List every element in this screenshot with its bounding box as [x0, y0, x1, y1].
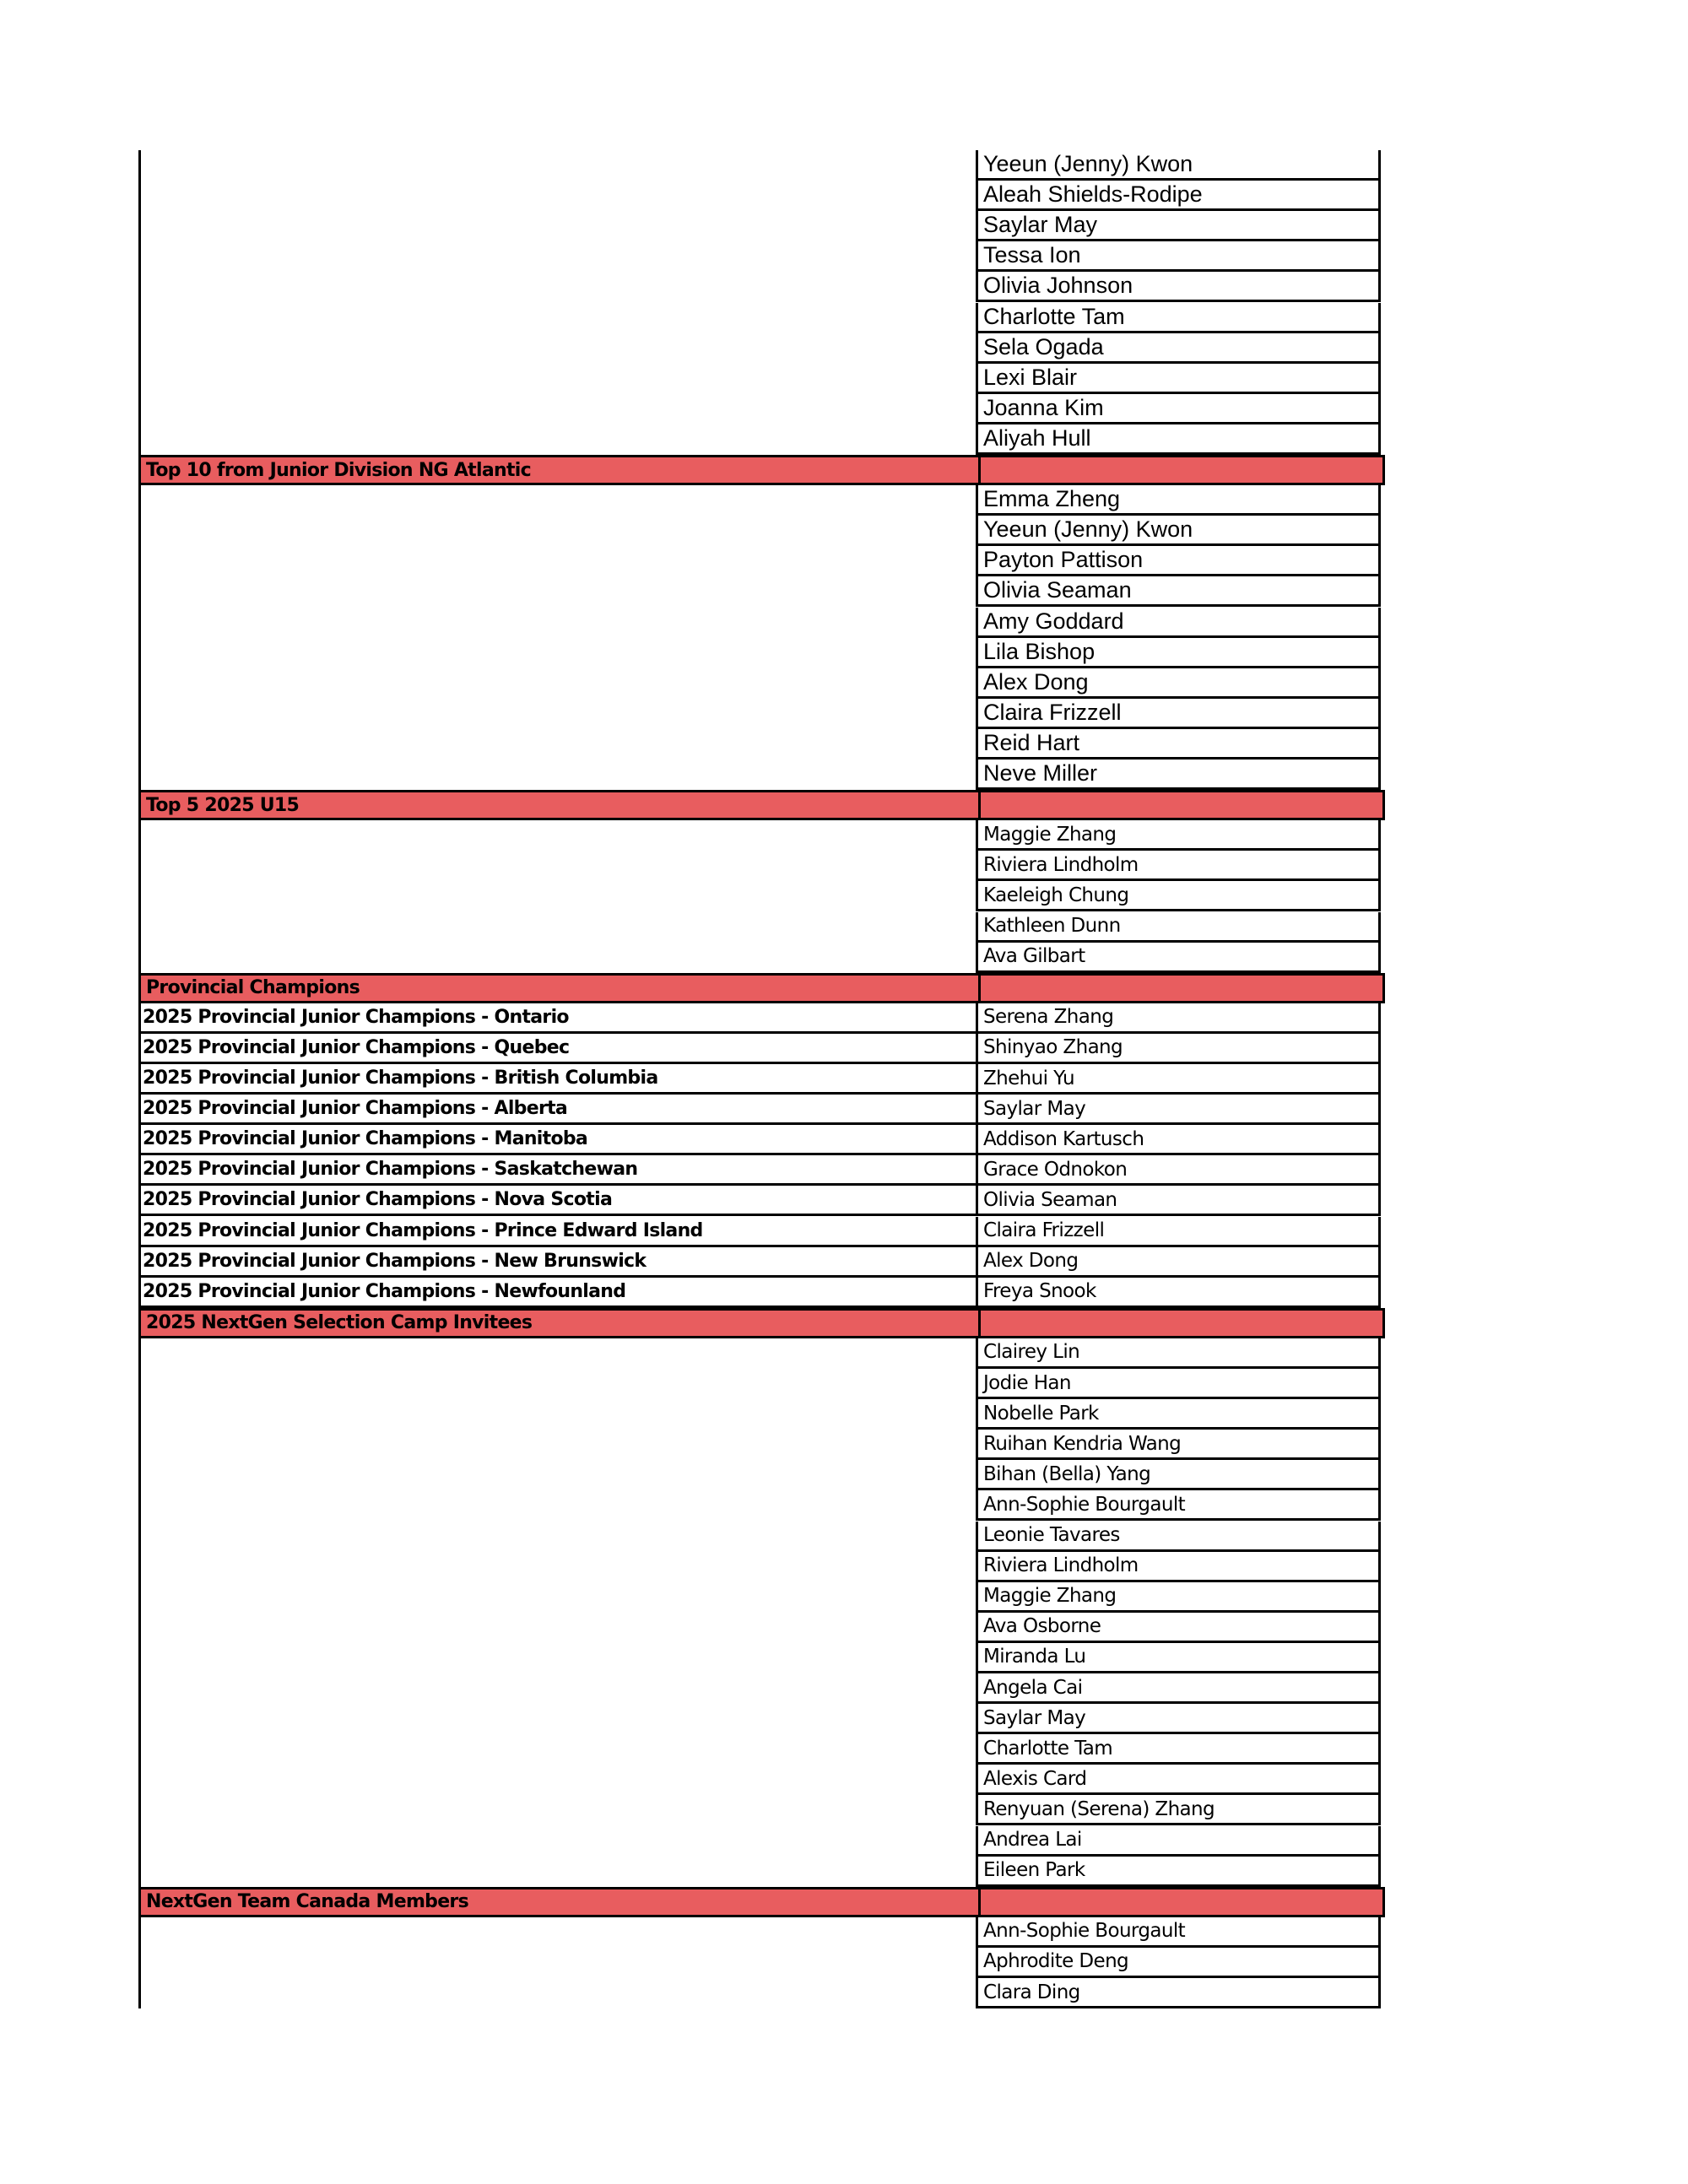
table-row	[138, 1857, 1385, 1887]
athlete-name-cell[interactable]: Yeeun (Jenny) Kwon	[976, 150, 1381, 181]
athlete-name-cell[interactable]: Ann-Sophie Bourgault	[976, 1917, 1381, 1948]
section-title: Top 10 from Junior Division NG Atlantic	[146, 459, 531, 481]
table-row	[138, 181, 1385, 211]
table-row	[138, 1826, 1385, 1857]
table-row	[138, 272, 1385, 302]
table-row	[138, 364, 1385, 394]
table-row	[138, 1460, 1385, 1490]
athlete-name-cell[interactable]: Shinyao Zhang	[976, 1034, 1381, 1064]
section-header-row	[138, 973, 1385, 1003]
table-row	[138, 1978, 1385, 2008]
table-row	[138, 1003, 1385, 1034]
table-row	[138, 1522, 1385, 1552]
athlete-name-cell[interactable]: Lila Bishop	[976, 638, 1381, 668]
table-row	[138, 1734, 1385, 1765]
column-divider	[978, 1311, 981, 1336]
table-row	[138, 1582, 1385, 1613]
athlete-name-cell[interactable]: Amy Goddard	[976, 608, 1381, 638]
athlete-name-cell[interactable]: Nobelle Park	[976, 1399, 1381, 1430]
athlete-name-cell[interactable]: Ruihan Kendria Wang	[976, 1430, 1381, 1460]
table-row	[138, 1034, 1385, 1064]
table-row	[138, 1917, 1385, 1948]
table-row	[138, 608, 1385, 638]
athlete-name-cell[interactable]: Renyuan (Serena) Zhang	[976, 1795, 1381, 1825]
athlete-name-cell[interactable]: Jodie Han	[976, 1369, 1381, 1399]
table-row	[138, 1186, 1385, 1216]
athlete-name-cell[interactable]: Olivia Seaman	[976, 1186, 1381, 1216]
section-header-fill	[138, 1311, 1385, 1336]
table-row	[138, 1338, 1385, 1369]
athlete-name-cell[interactable]: Kaeleigh Chung	[976, 881, 1381, 911]
table-row	[138, 760, 1385, 790]
athlete-name-cell[interactable]: Eileen Park	[976, 1857, 1381, 1887]
athlete-name-cell[interactable]: Saylar May	[976, 1095, 1381, 1125]
table-row	[138, 943, 1385, 973]
athlete-name-cell[interactable]: Kathleen Dunn	[976, 912, 1381, 943]
athlete-name-cell[interactable]: Sela Ogada	[976, 333, 1381, 364]
athlete-name-cell[interactable]: Payton Pattison	[976, 546, 1381, 576]
table-row	[138, 699, 1385, 729]
athlete-name-cell[interactable]: Claira Frizzell	[976, 1217, 1381, 1247]
athlete-name-cell[interactable]: Aphrodite Deng	[976, 1948, 1381, 1978]
athlete-name-cell[interactable]: Charlotte Tam	[976, 1734, 1381, 1765]
table-row	[138, 333, 1385, 364]
athlete-name-cell[interactable]: Joanna Kim	[976, 394, 1381, 424]
table-row	[138, 1095, 1385, 1125]
table-row	[138, 1643, 1385, 1673]
athlete-name-cell[interactable]: Ann-Sophie Bourgault	[976, 1490, 1381, 1521]
athlete-name-cell[interactable]: Bihan (Bella) Yang	[976, 1460, 1381, 1490]
category-cell[interactable]: 2025 Provincial Junior Champions - British Columbia	[138, 1064, 976, 1095]
section-header-row	[138, 455, 1385, 485]
column-divider	[978, 1889, 981, 1915]
athlete-name-cell[interactable]: Zhehui Yu	[976, 1064, 1381, 1095]
athlete-name-cell[interactable]: Olivia Johnson	[976, 272, 1381, 302]
category-cell[interactable]: 2025 Provincial Junior Champions - Alberta	[138, 1095, 976, 1125]
athlete-name-cell[interactable]: Maggie Zhang	[976, 820, 1381, 851]
category-cell[interactable]: 2025 Provincial Junior Champions - Quebec	[138, 1034, 976, 1064]
section-title: NextGen Team Canada Members	[146, 1891, 468, 1913]
section-header-row	[138, 1308, 1385, 1338]
section-header-row	[138, 790, 1385, 820]
athlete-name-cell[interactable]: Alex Dong	[976, 668, 1381, 699]
athlete-name-cell[interactable]: Tessa Ion	[976, 241, 1381, 272]
athlete-name-cell[interactable]: Lexi Blair	[976, 364, 1381, 394]
athlete-name-cell[interactable]: Addison Kartusch	[976, 1125, 1381, 1155]
athlete-name-cell[interactable]: Saylar May	[976, 211, 1381, 241]
table-row	[138, 576, 1385, 607]
table-row	[138, 1125, 1385, 1155]
table-row	[138, 820, 1385, 851]
athlete-name-cell[interactable]: Freya Snook	[976, 1278, 1381, 1308]
table-row	[138, 1155, 1385, 1186]
column-divider	[978, 792, 981, 818]
athlete-name-cell[interactable]: Ava Gilbart	[976, 943, 1381, 973]
athlete-name-cell[interactable]: Olivia Seaman	[976, 576, 1381, 607]
table-row	[138, 1948, 1385, 1978]
section-header-fill	[138, 1889, 1385, 1915]
table-row	[138, 1613, 1385, 1643]
athlete-name-cell[interactable]: Leonie Tavares	[976, 1522, 1381, 1552]
athlete-name-cell[interactable]: Miranda Lu	[976, 1643, 1381, 1673]
section-header-fill	[138, 792, 1385, 818]
table-row	[138, 1247, 1385, 1278]
table-row	[138, 1795, 1385, 1825]
table-row	[138, 1490, 1385, 1521]
athlete-name-cell[interactable]: Serena Zhang	[976, 1003, 1381, 1034]
column-divider	[978, 457, 981, 483]
athlete-name-cell[interactable]: Andrea Lai	[976, 1826, 1381, 1857]
table-row	[138, 912, 1385, 943]
section-header-fill	[138, 457, 1385, 483]
athlete-name-cell[interactable]: Yeeun (Jenny) Kwon	[976, 516, 1381, 546]
table-row	[138, 1399, 1385, 1430]
category-cell[interactable]: 2025 Provincial Junior Champions - Manitoba	[138, 1125, 976, 1155]
athlete-name-cell[interactable]: Reid Hart	[976, 729, 1381, 760]
table-row	[138, 1673, 1385, 1704]
section-title: Top 5 2025 U15	[146, 794, 300, 816]
athlete-name-cell[interactable]: Alex Dong	[976, 1247, 1381, 1278]
athlete-name-cell[interactable]: Aleah Shields-Rodipe	[976, 181, 1381, 211]
section-title: 2025 NextGen Selection Camp Invitees	[146, 1312, 533, 1334]
table-row	[138, 424, 1385, 455]
athlete-name-cell[interactable]: Emma Zheng	[976, 485, 1381, 516]
table-row	[138, 241, 1385, 272]
table-row	[138, 851, 1385, 881]
section-header-row	[138, 1887, 1385, 1917]
category-cell[interactable]: 2025 Provincial Junior Champions - Prince Edward Island	[138, 1217, 976, 1247]
athlete-name-cell[interactable]: Saylar May	[976, 1704, 1381, 1734]
table-row	[138, 881, 1385, 911]
table-row	[138, 1278, 1385, 1308]
athlete-name-cell[interactable]: Alexis Card	[976, 1765, 1381, 1795]
table-row	[138, 394, 1385, 424]
table-row	[138, 668, 1385, 699]
section-title: Provincial Champions	[146, 977, 360, 999]
athlete-name-cell[interactable]: Aliyah Hull	[976, 424, 1381, 455]
table-row	[138, 1704, 1385, 1734]
table-row	[138, 485, 1385, 516]
table-row	[138, 303, 1385, 333]
athlete-name-cell[interactable]: Ava Osborne	[976, 1613, 1381, 1643]
category-cell[interactable]: 2025 Provincial Junior Champions - Newfounland	[138, 1278, 976, 1308]
table-row	[138, 1552, 1385, 1582]
column-divider	[978, 976, 981, 1001]
athlete-name-cell[interactable]: Riviera Lindholm	[976, 1552, 1381, 1582]
table-row	[138, 638, 1385, 668]
category-cell[interactable]: 2025 Provincial Junior Champions - Ontario	[138, 1003, 976, 1034]
table-row	[138, 546, 1385, 576]
athlete-name-cell[interactable]: Claira Frizzell	[976, 699, 1381, 729]
table-row	[138, 1064, 1385, 1095]
athlete-name-cell[interactable]: Grace Odnokon	[976, 1155, 1381, 1186]
table-row	[138, 1369, 1385, 1399]
table-row	[138, 1430, 1385, 1460]
category-cell[interactable]: 2025 Provincial Junior Champions - Nova Scotia	[138, 1186, 976, 1216]
category-cell[interactable]: 2025 Provincial Junior Champions - New Brunswick	[138, 1247, 976, 1278]
athlete-name-cell[interactable]: Maggie Zhang	[976, 1582, 1381, 1613]
table-row	[138, 1217, 1385, 1247]
athlete-name-cell[interactable]: Riviera Lindholm	[976, 851, 1381, 881]
athlete-name-cell[interactable]: Clairey Lin	[976, 1338, 1381, 1369]
section-header-fill	[138, 976, 1385, 1001]
athlete-name-cell[interactable]: Neve Miller	[976, 760, 1381, 790]
athlete-name-cell[interactable]: Clara Ding	[976, 1978, 1381, 2008]
table-row	[138, 211, 1385, 241]
category-cell[interactable]: 2025 Provincial Junior Champions - Saskatchewan	[138, 1155, 976, 1186]
athlete-name-cell[interactable]: Charlotte Tam	[976, 303, 1381, 333]
table-row	[138, 516, 1385, 546]
athlete-name-cell[interactable]: Angela Cai	[976, 1673, 1381, 1704]
table-row	[138, 150, 1385, 181]
table-row	[138, 729, 1385, 760]
table-row	[138, 1765, 1385, 1795]
